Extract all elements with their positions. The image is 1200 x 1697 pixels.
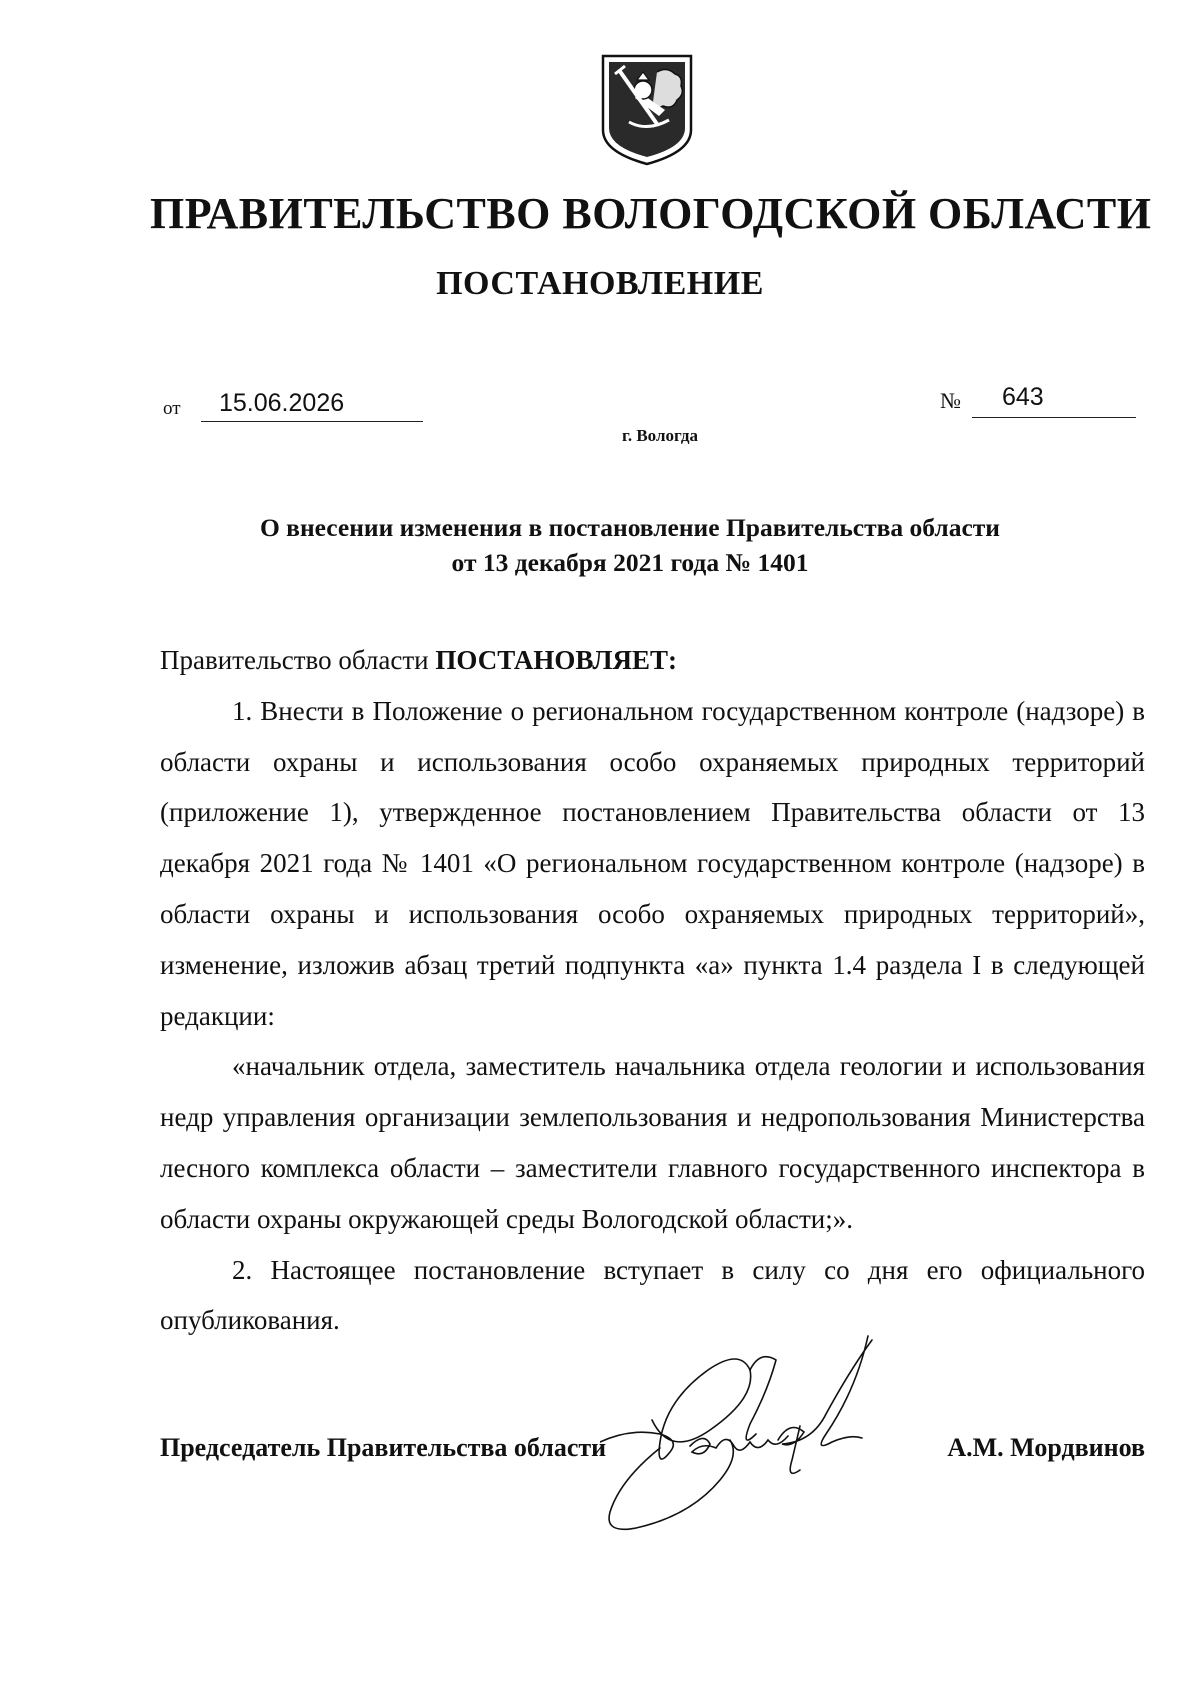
intro-keyword: ПОСТАНОВЛЯЕТ:: [435, 645, 677, 675]
paragraph-2: 2. Настоящее постановление вступает в силу со дня его официального опубликования.: [160, 1254, 1145, 1336]
city-label: г. Вологда: [622, 426, 698, 445]
subject-line-2: от 13 декабря 2021 года № 1401: [451, 548, 809, 577]
date-prefix: от: [163, 398, 181, 419]
paragraph-1: 1. Внести в Положение о региональном государственном контроле (надзоре) в области охраны и использования особо охраняемых природных территорий (приложение 1), утвержденное постановлением Правительства области от 13 декабря 2021 года № 1401 «О региональном государственном контроле (надзоре) в области охраны и использования особо охраняемых природных территорий», изменение, изложив абзац третий подпункта «а» пункта 1.4 раздела I в следующей редакции:: [160, 695, 1145, 1031]
number-field: [940, 383, 1136, 421]
document-body: [160, 635, 1145, 1346]
date-field: [163, 391, 423, 425]
paragraph-quote: «начальник отдела, заместитель начальника отдела геологии и использования недр управления организации землепользования и недропользования Министерства лесного комплекса области – заместители главного государственного инспектора в области охраны окружающей среды Вологодской области;».: [160, 1051, 1145, 1234]
subject-line-1: О внесении изменения в постановление Правительства области: [259, 513, 1001, 542]
number-prefix: №: [940, 388, 961, 413]
document-type-title: ПОСТАНОВЛЕНИЕ: [436, 265, 764, 302]
document-number: 643: [1002, 383, 1044, 411]
number-underline: [972, 417, 1136, 418]
signatory-position: Председатель Правительства области: [160, 1433, 607, 1462]
intro-text: Правительство области: [160, 645, 429, 675]
handwritten-signature-icon: [600, 1330, 920, 1560]
authority-title: ПРАВИТЕЛЬСТВО ВОЛОГОДСКОЙ ОБЛАСТИ: [150, 189, 1152, 238]
date-underline: [201, 421, 423, 422]
resolution-intro: [160, 635, 1145, 686]
vologda-coat-of-arms-icon: [599, 52, 695, 168]
document-date: 15.06.2026: [219, 389, 345, 417]
signatory-name: А.М. Мордвинов: [947, 1433, 1145, 1462]
document-subject: [200, 510, 1060, 580]
